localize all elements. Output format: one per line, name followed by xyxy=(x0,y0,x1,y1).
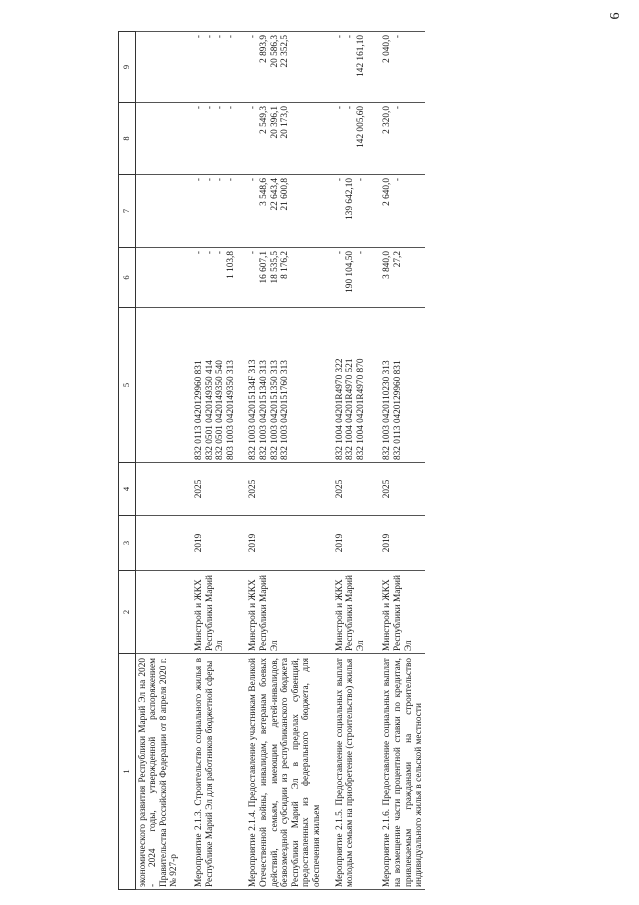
amount-col8: 2 320,0 xyxy=(382,106,393,134)
amount-col6: 18 535,5 xyxy=(269,251,280,284)
amount-col6: - xyxy=(194,251,205,255)
table-row xyxy=(246,32,332,890)
header-cell: 5 xyxy=(119,308,136,463)
amount-col7-cell xyxy=(246,175,332,248)
amount-col8: - xyxy=(215,106,226,110)
amount-col6: 27,2 xyxy=(392,251,403,268)
amount-col7: - xyxy=(204,178,215,182)
table-row xyxy=(135,32,192,890)
amount-col6-cell xyxy=(246,248,332,308)
amount-col8: - xyxy=(225,106,236,110)
amount-col9: - xyxy=(248,35,259,39)
amount-col9: 22 352,5 xyxy=(280,35,291,68)
rotated-table-region xyxy=(118,32,508,890)
amount-col7: - xyxy=(248,178,259,182)
header-cell: 4 xyxy=(119,463,136,516)
activity-description: Мероприятие 2.1.4. Предоставление участникам Великой Отечественной войны, инвалидам, ветеранам боевых действий, семьям, имеющим детей-инвалидов, безвозмездной субсидии из республиканского бюджета Республики Марий Эл в пределах субвенций, предоставленных из федерального бюджета, для обеспечения жильем xyxy=(246,654,332,890)
budget-code: 803 1003 0420149350 313 xyxy=(225,360,236,460)
amount-col7: 22 643,4 xyxy=(269,178,280,211)
budget-code: 832 0501 0420149350 540 xyxy=(215,360,226,460)
budget-code-cell xyxy=(135,308,192,463)
end-year-cell xyxy=(135,463,192,516)
amount-col6: - xyxy=(355,251,366,255)
amount-col8-cell xyxy=(135,103,192,175)
activity-description: Мероприятие 2.1.6. Предоставление социальных выплат на возмещение части процентной ставки по кредитам, привлекаемым гражданами на строительство индивидуального жилья в сельской местности xyxy=(380,654,424,890)
budget-code-cell xyxy=(380,308,424,463)
budget-code: 832 1003 0420151340 313 xyxy=(259,360,270,460)
header-cell: 6 xyxy=(119,248,136,308)
amount-col9: - xyxy=(392,35,403,39)
amount-col9: - xyxy=(215,35,226,39)
amount-col8: - xyxy=(204,106,215,110)
table-row xyxy=(192,32,246,890)
executor-cell: Минстрой и ЖКХ Республики Марий Эл xyxy=(380,571,424,654)
executor-cell: Минстрой и ЖКХ Республики Марий Эл xyxy=(192,571,246,654)
amount-col7: 139 642,10 xyxy=(345,178,356,220)
amount-col8: - xyxy=(248,106,259,110)
amount-col6: 8 176,2 xyxy=(280,251,291,279)
amount-col9: - xyxy=(345,35,356,39)
header-cell: 1 xyxy=(119,654,136,890)
budget-code: 832 1004 04201R4970 870 xyxy=(355,358,366,460)
header-row xyxy=(119,32,136,890)
amount-col9: - xyxy=(194,35,205,39)
activity-description: экономического развития Республики Марий Эл на 2020 - 2024 годы, утвержденной распоряжением Правительства Российской Федерации от 8 апреля 2020 г. № 927-р xyxy=(135,654,192,890)
amount-col8-cell xyxy=(192,103,246,175)
budget-code: 832 1003 0420151760 313 xyxy=(280,360,291,460)
header-cell: 7 xyxy=(119,175,136,248)
start-year-cell: 2019 xyxy=(246,516,332,571)
amount-col9: 2 040,0 xyxy=(382,35,393,63)
amount-col7: 2 640,0 xyxy=(382,178,393,206)
amount-col6: 3 840,0 xyxy=(382,251,393,279)
end-year-cell: 2025 xyxy=(380,463,424,516)
amount-col6: - xyxy=(334,251,345,255)
budget-code-cell xyxy=(192,308,246,463)
executor-cell: Минстрой и ЖКХ Республики Марий Эл xyxy=(333,571,381,654)
amount-col7-cell xyxy=(192,175,246,248)
budget-code: 832 1003 0420151350 313 xyxy=(269,360,280,460)
amount-col9-cell xyxy=(135,32,192,103)
amount-col8-cell xyxy=(333,103,381,175)
amount-col8-cell xyxy=(380,103,424,175)
amount-col9-cell xyxy=(333,32,381,103)
amount-col8: - xyxy=(345,106,356,110)
amount-col6-cell xyxy=(135,248,192,308)
budget-code: 832 1003 042015134F 313 xyxy=(248,359,259,460)
amount-col7-cell xyxy=(333,175,381,248)
amount-col8: - xyxy=(194,106,205,110)
amount-col7: - xyxy=(194,178,205,182)
amount-col7: 21 600,8 xyxy=(280,178,291,211)
header-cell: 3 xyxy=(119,516,136,571)
budget-code: 832 1004 04201R4970 322 xyxy=(334,358,345,460)
amount-col7-cell xyxy=(380,175,424,248)
activities-table xyxy=(118,31,425,890)
amount-col7: - xyxy=(392,178,403,182)
amount-col8: 20 396,1 xyxy=(269,106,280,139)
executor-cell xyxy=(135,571,192,654)
amount-col6: 16 607,1 xyxy=(259,251,270,284)
amount-col8: 2 549,3 xyxy=(259,106,270,134)
amount-col9: - xyxy=(334,35,345,39)
amount-col9: - xyxy=(225,35,236,39)
amount-col7: - xyxy=(355,178,366,182)
end-year-cell: 2025 xyxy=(192,463,246,516)
amount-col8: - xyxy=(334,106,345,110)
amount-col6-cell xyxy=(192,248,246,308)
amount-col6-cell xyxy=(380,248,424,308)
amount-col9-cell xyxy=(380,32,424,103)
amount-col6: 1 103,8 xyxy=(225,251,236,279)
budget-code-cell xyxy=(246,308,332,463)
start-year-cell: 2019 xyxy=(380,516,424,571)
amount-col9: 142 161,10 xyxy=(355,35,366,77)
budget-code: 832 1003 0420110230 313 xyxy=(382,360,393,460)
activity-description: Мероприятие 2.1.5. Предоставление социальных выплат молодым семьям на приобретение (строительство) жилья xyxy=(333,654,381,890)
start-year-cell: 2019 xyxy=(333,516,381,571)
amount-col6: - xyxy=(248,251,259,255)
amount-col9-cell xyxy=(192,32,246,103)
table-row xyxy=(333,32,381,890)
budget-code: 832 0113 0420129960 831 xyxy=(194,360,205,460)
table-row xyxy=(380,32,424,890)
amount-col6: 190 104,50 xyxy=(345,251,356,293)
amount-col8: 20 173,0 xyxy=(280,106,291,139)
budget-code-cell xyxy=(333,308,381,463)
budget-code: 832 0113 0420129960 831 xyxy=(392,360,403,460)
amount-col7: - xyxy=(225,178,236,182)
budget-code: 832 1004 04201R4970 521 xyxy=(345,358,356,460)
budget-code: 832 0501 0420149350 414 xyxy=(204,360,215,460)
amount-col8: 142 005,60 xyxy=(355,106,366,148)
executor-cell: Минстрой и ЖКХ Республики Марий Эл xyxy=(246,571,332,654)
header-cell: 9 xyxy=(119,32,136,103)
amount-col7: 3 548,6 xyxy=(259,178,270,206)
amount-col9: 20 586,3 xyxy=(269,35,280,68)
amount-col8: - xyxy=(392,106,403,110)
amount-col6: - xyxy=(215,251,226,255)
start-year-cell xyxy=(135,516,192,571)
amount-col9: 2 893,9 xyxy=(259,35,270,63)
amount-col6-cell xyxy=(333,248,381,308)
header-cell: 2 xyxy=(119,571,136,654)
amount-col9-cell xyxy=(246,32,332,103)
amount-col7-cell xyxy=(135,175,192,248)
end-year-cell: 2025 xyxy=(333,463,381,516)
activity-description: Мероприятие 2.1.3. Строительство социального жилья в Республике Марий Эл для работников бюджетной сферы xyxy=(192,654,246,890)
amount-col7: - xyxy=(215,178,226,182)
amount-col7: - xyxy=(334,178,345,182)
header-cell: 8 xyxy=(119,103,136,175)
start-year-cell: 2019 xyxy=(192,516,246,571)
amount-col8-cell xyxy=(246,103,332,175)
amount-col9: - xyxy=(204,35,215,39)
end-year-cell: 2025 xyxy=(246,463,332,516)
amount-col6: - xyxy=(204,251,215,255)
page-number: 6 xyxy=(608,12,623,20)
